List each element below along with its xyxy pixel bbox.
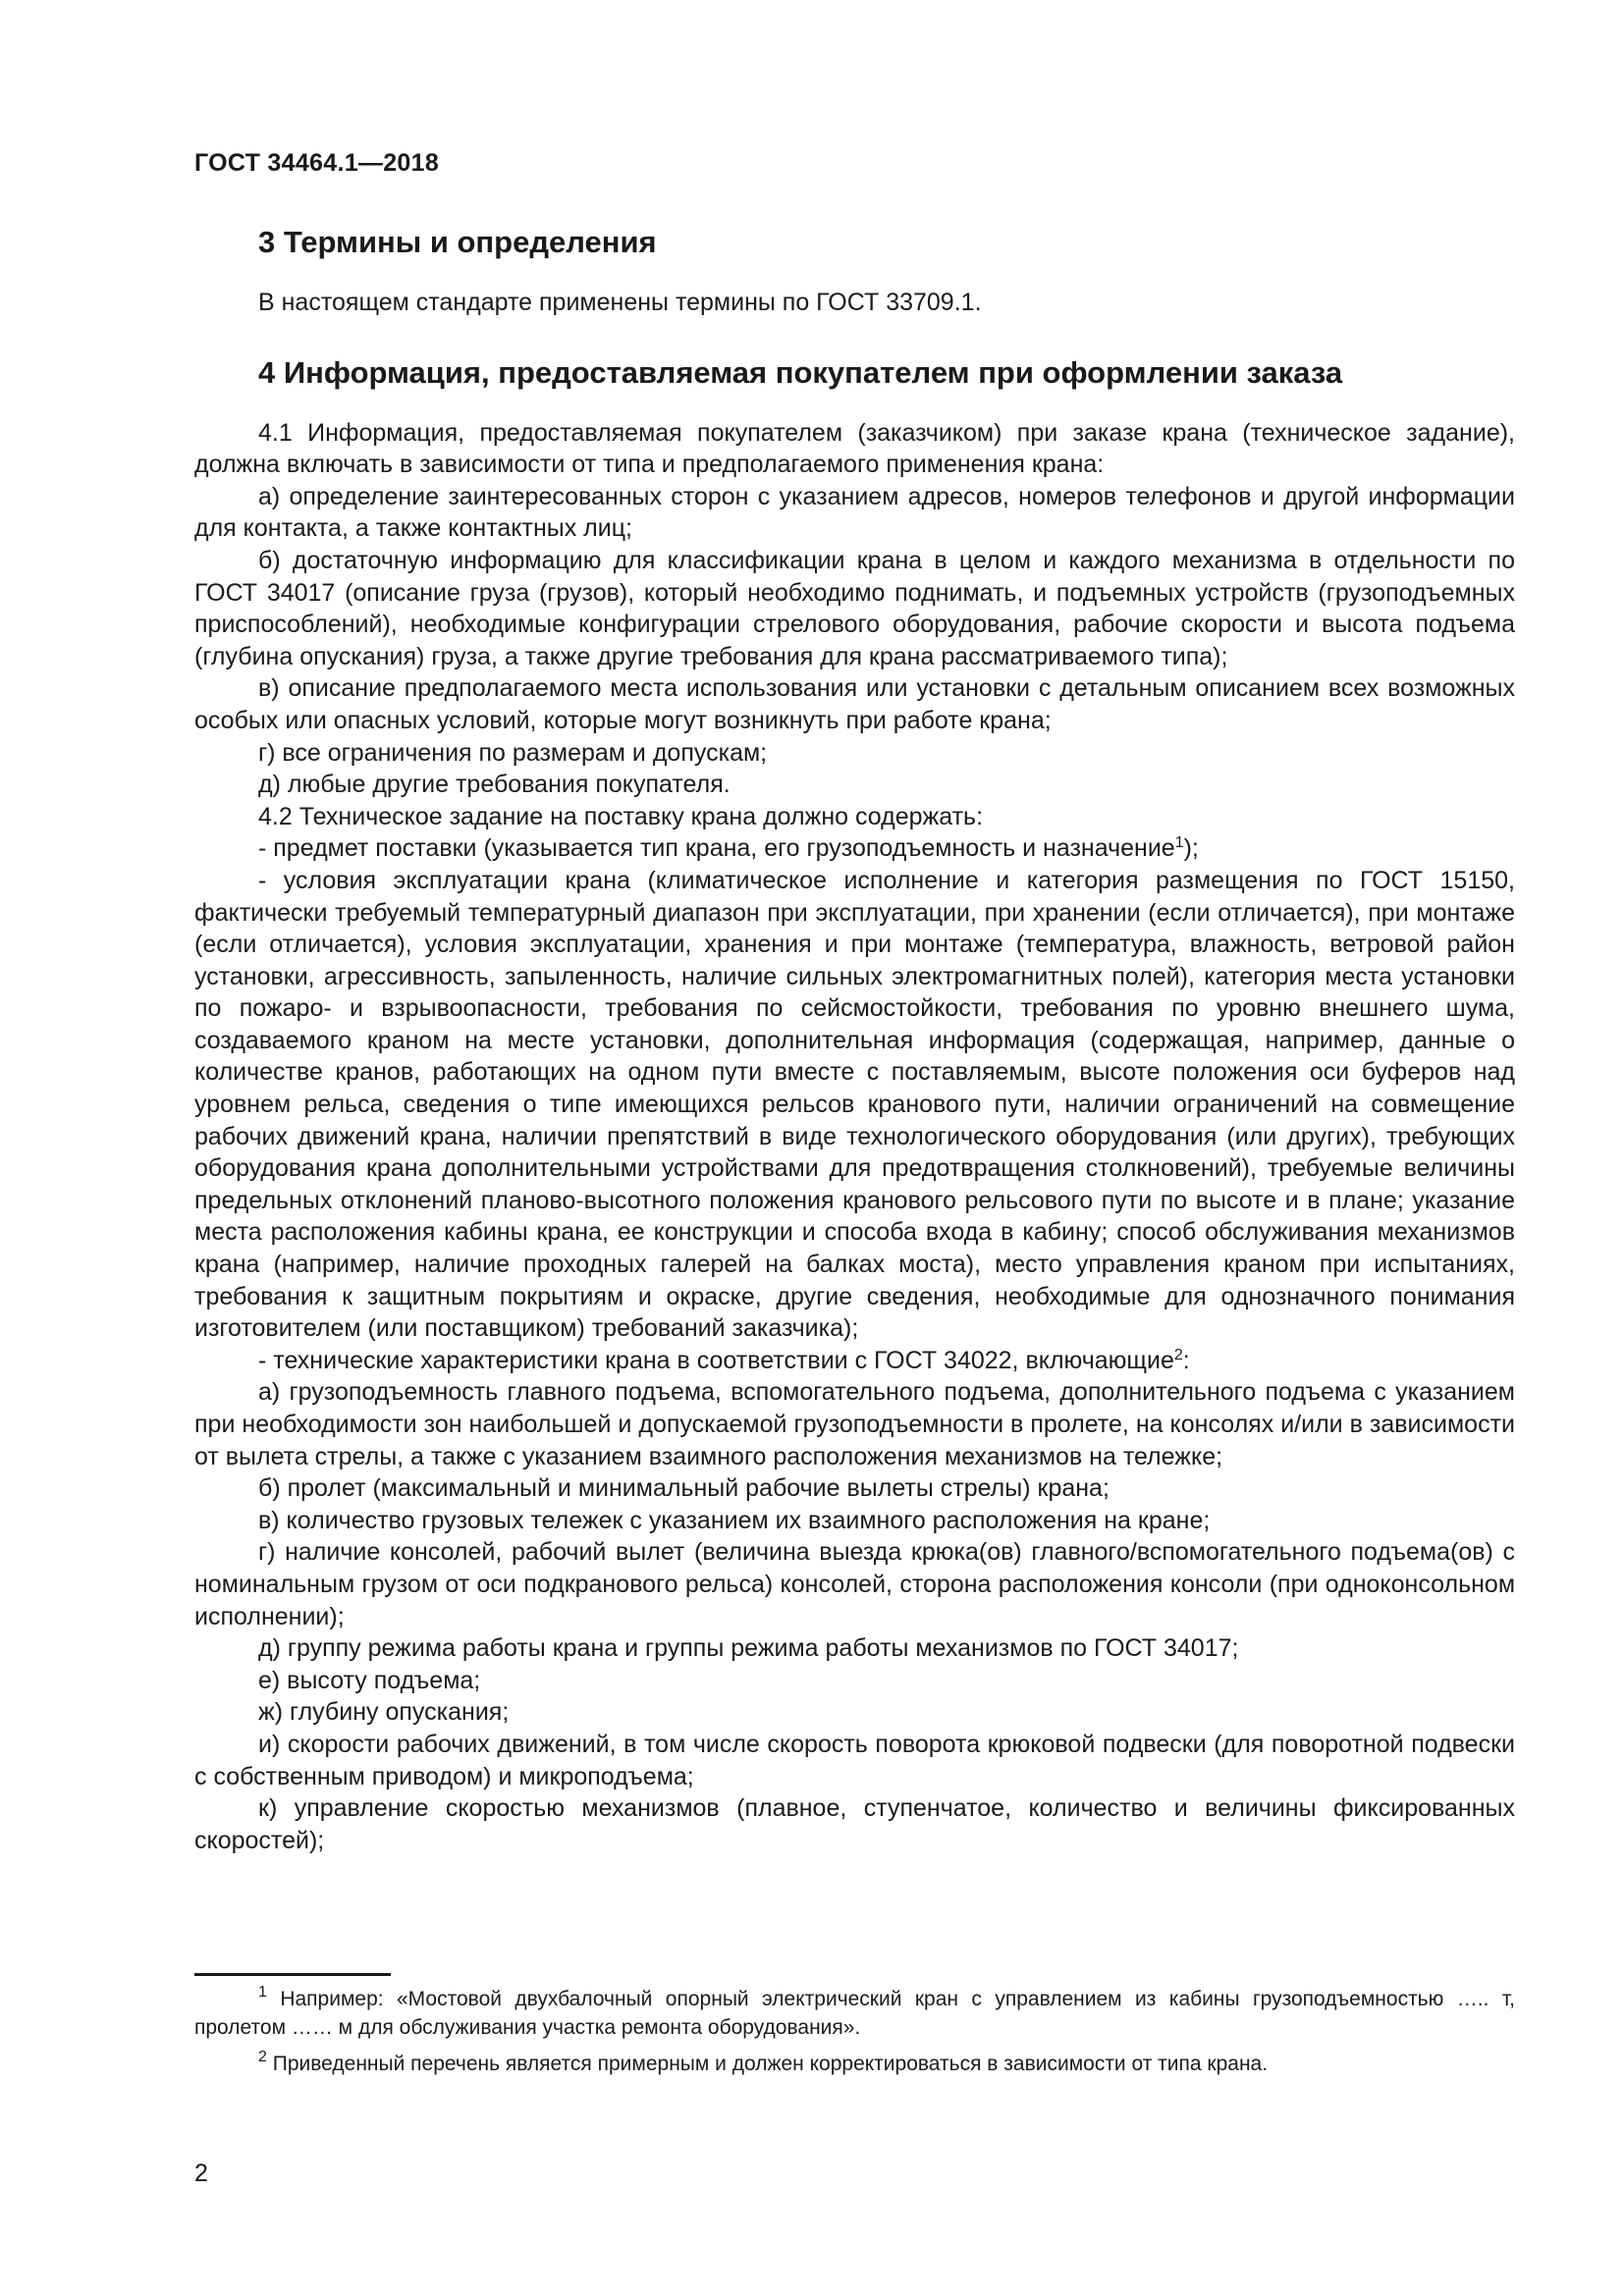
paragraph-4-2: 4.2 Техническое задание на поставку крана должно содержать: <box>258 802 984 830</box>
footnotes <box>194 1985 1515 2086</box>
delivery-subject-text: - предмет поставки (указывается тип крана, его грузоподъемность и назначение <box>258 834 1175 863</box>
char-item-e: е) высоту подъема; <box>258 1666 481 1694</box>
page-content <box>194 224 1515 1856</box>
footnote-ref-2[interactable]: 2 <box>1173 1346 1183 1363</box>
footnote-2 <box>194 2050 1515 2078</box>
char-item-v: в) количество грузовых тележек с указанием их взаимного расположения на кране; <box>258 1506 1211 1534</box>
footnote-2-text: Приведенный перечень является примерным и должен корректироваться в зависимости от типа крана. <box>272 2053 1269 2075</box>
char-item-a: а) грузоподъемность главного подъема, вспомогательного подъема, дополнительного подъема с указанием при необходимости зон наибольшей и допускаемой грузоподъемности в пролете, на консолях и/или в зависимости от вылета стрелы, а также с указанием взаимного расположения механизмов на тележке; <box>194 1378 1515 1470</box>
footnote-2-mark: 2 <box>258 2049 267 2065</box>
item-v: в) описание предполагаемого места использования или установки с детальным описанием всех возможных особых или опасных условий, которые могут возникнуть при работе крана; <box>194 674 1515 734</box>
footnote-1 <box>194 1985 1515 2042</box>
section-3-text: В настоящем стандарте применены термины по ГОСТ 33709.1. <box>258 289 982 316</box>
item-g: г) все ограничения по размерам и допускам; <box>258 738 768 767</box>
document-header: ГОСТ 34464.1—2018 <box>194 149 440 177</box>
char-item-i: и) скорости рабочих движений, в том числе скорость поворота крюковой подвески (для поворотной подвески с собственным приводом) и микроподъема; <box>194 1730 1515 1790</box>
technical-characteristics-text: - технические характеристики крана в соответствии с ГОСТ 34022, включающие <box>258 1346 1174 1374</box>
char-item-d: д) группу режима работы крана и группы режима работы механизмов по ГОСТ 34017; <box>258 1634 1239 1663</box>
item-b: б) достаточную информацию для классификации крана в целом и каждого механизма в отдельности по ГОСТ 34017 (описание груза (грузов), который необходимо поднимать, и подъемных устройств (грузоподъемных приспособлений), необходимые конфигурации стрелового оборудования, рабочие скорости и высота подъема (глубина опускания) груза, а также другие требования для крана рассматриваемого типа); <box>194 546 1515 670</box>
footnote-separator <box>194 1973 391 1976</box>
item-a: а) определение заинтересованных сторон с указанием адресов, номеров телефонов и другой информации для контакта, а также контактных лиц; <box>194 482 1515 543</box>
technical-characteristics <box>194 1345 1515 1377</box>
delivery-subject-tail: ); <box>1183 834 1199 863</box>
footnote-1-text: Например: «Мостовой двухбалочный опорный электрический кран с управлением из кабины грузоподъемностью ….. т, пролетом …… м для обслуживания участка ремонта оборудования». <box>194 1988 1515 2039</box>
char-item-k: к) управление скоростью механизмов (плавное, ступенчатое, количество и величины фиксированных скоростей); <box>194 1794 1515 1854</box>
delivery-subject <box>194 832 1515 865</box>
page-number: 2 <box>194 2160 208 2187</box>
section-3-title: 3 Термины и определения <box>258 225 657 259</box>
footnote-1-mark: 1 <box>258 1984 267 2001</box>
operating-conditions: - условия эксплуатации крана (климатическое исполнение и категория размещения по ГОСТ 15150, фактически требуемый температурный диапазон при эксплуатации, при хранении (если отличается), при монтаже (если отличается), условия эксплуатации, хранения и при монтаже (температура, влажность, ветровой район установки, агрессивность, запыленность, наличие сильных электромагнитных полей), категория места установки по пожаро- и взрывоопасности, требования по сейсмостойкости, требования по уровню внешнего шума, создаваемого краном на месте установки, дополнительная информация (содержащая, например, данные о количестве кранов, работающих на одном пути вместе с поставляемым, высоте положения оси буферов над уровнем рельса, сведения о типе имеющихся рельсов кранового пути, наличии ограничений на совмещение рабочих движений крана, наличии препятствий в виде технологического оборудования (или других), требующих оборудования крана дополнительными устройствами для предотвращения столкновений), требуемые величины предельных отклонений планово-высотного положения кранового рельсового пути по высоте и в плане; указание места расположения кабины крана, ее конструкции и способа входа в кабину; способ обслуживания механизмов крана (например, наличие проходных галерей на балках моста), место управления краном при испытаниях, требования к защитным покрытиям и окраске, другие сведения, необходимые для однозначного понимания изготовителем (или поставщиком) требований заказчика); <box>194 866 1515 1343</box>
paragraph-4-1: 4.1 Информация, предоставляемая покупателем (заказчиком) при заказе крана (техническое задание), должна включать в зависимости от типа и предполагаемого применения крана: <box>194 418 1515 479</box>
technical-characteristics-tail: : <box>1182 1346 1190 1374</box>
item-d: д) любые другие требования покупателя. <box>258 771 731 799</box>
char-item-b: б) пролет (максимальный и минимальный рабочие вылеты стрелы) крана; <box>258 1474 1110 1503</box>
footnote-ref-1[interactable]: 1 <box>1174 834 1184 852</box>
section-4-title: 4 Информация, предоставляемая покупателем при оформлении заказа <box>258 354 1343 390</box>
char-item-zh: ж) глубину опускания; <box>258 1698 510 1727</box>
char-item-g: г) наличие консолей, рабочий вылет (величина выезда крюка(ов) главного/вспомогательного подъема(ов) с номинальным грузом от оси подкранового рельса) консолей, сторона расположения консоли (при одноконсольном исполнении); <box>194 1538 1515 1630</box>
